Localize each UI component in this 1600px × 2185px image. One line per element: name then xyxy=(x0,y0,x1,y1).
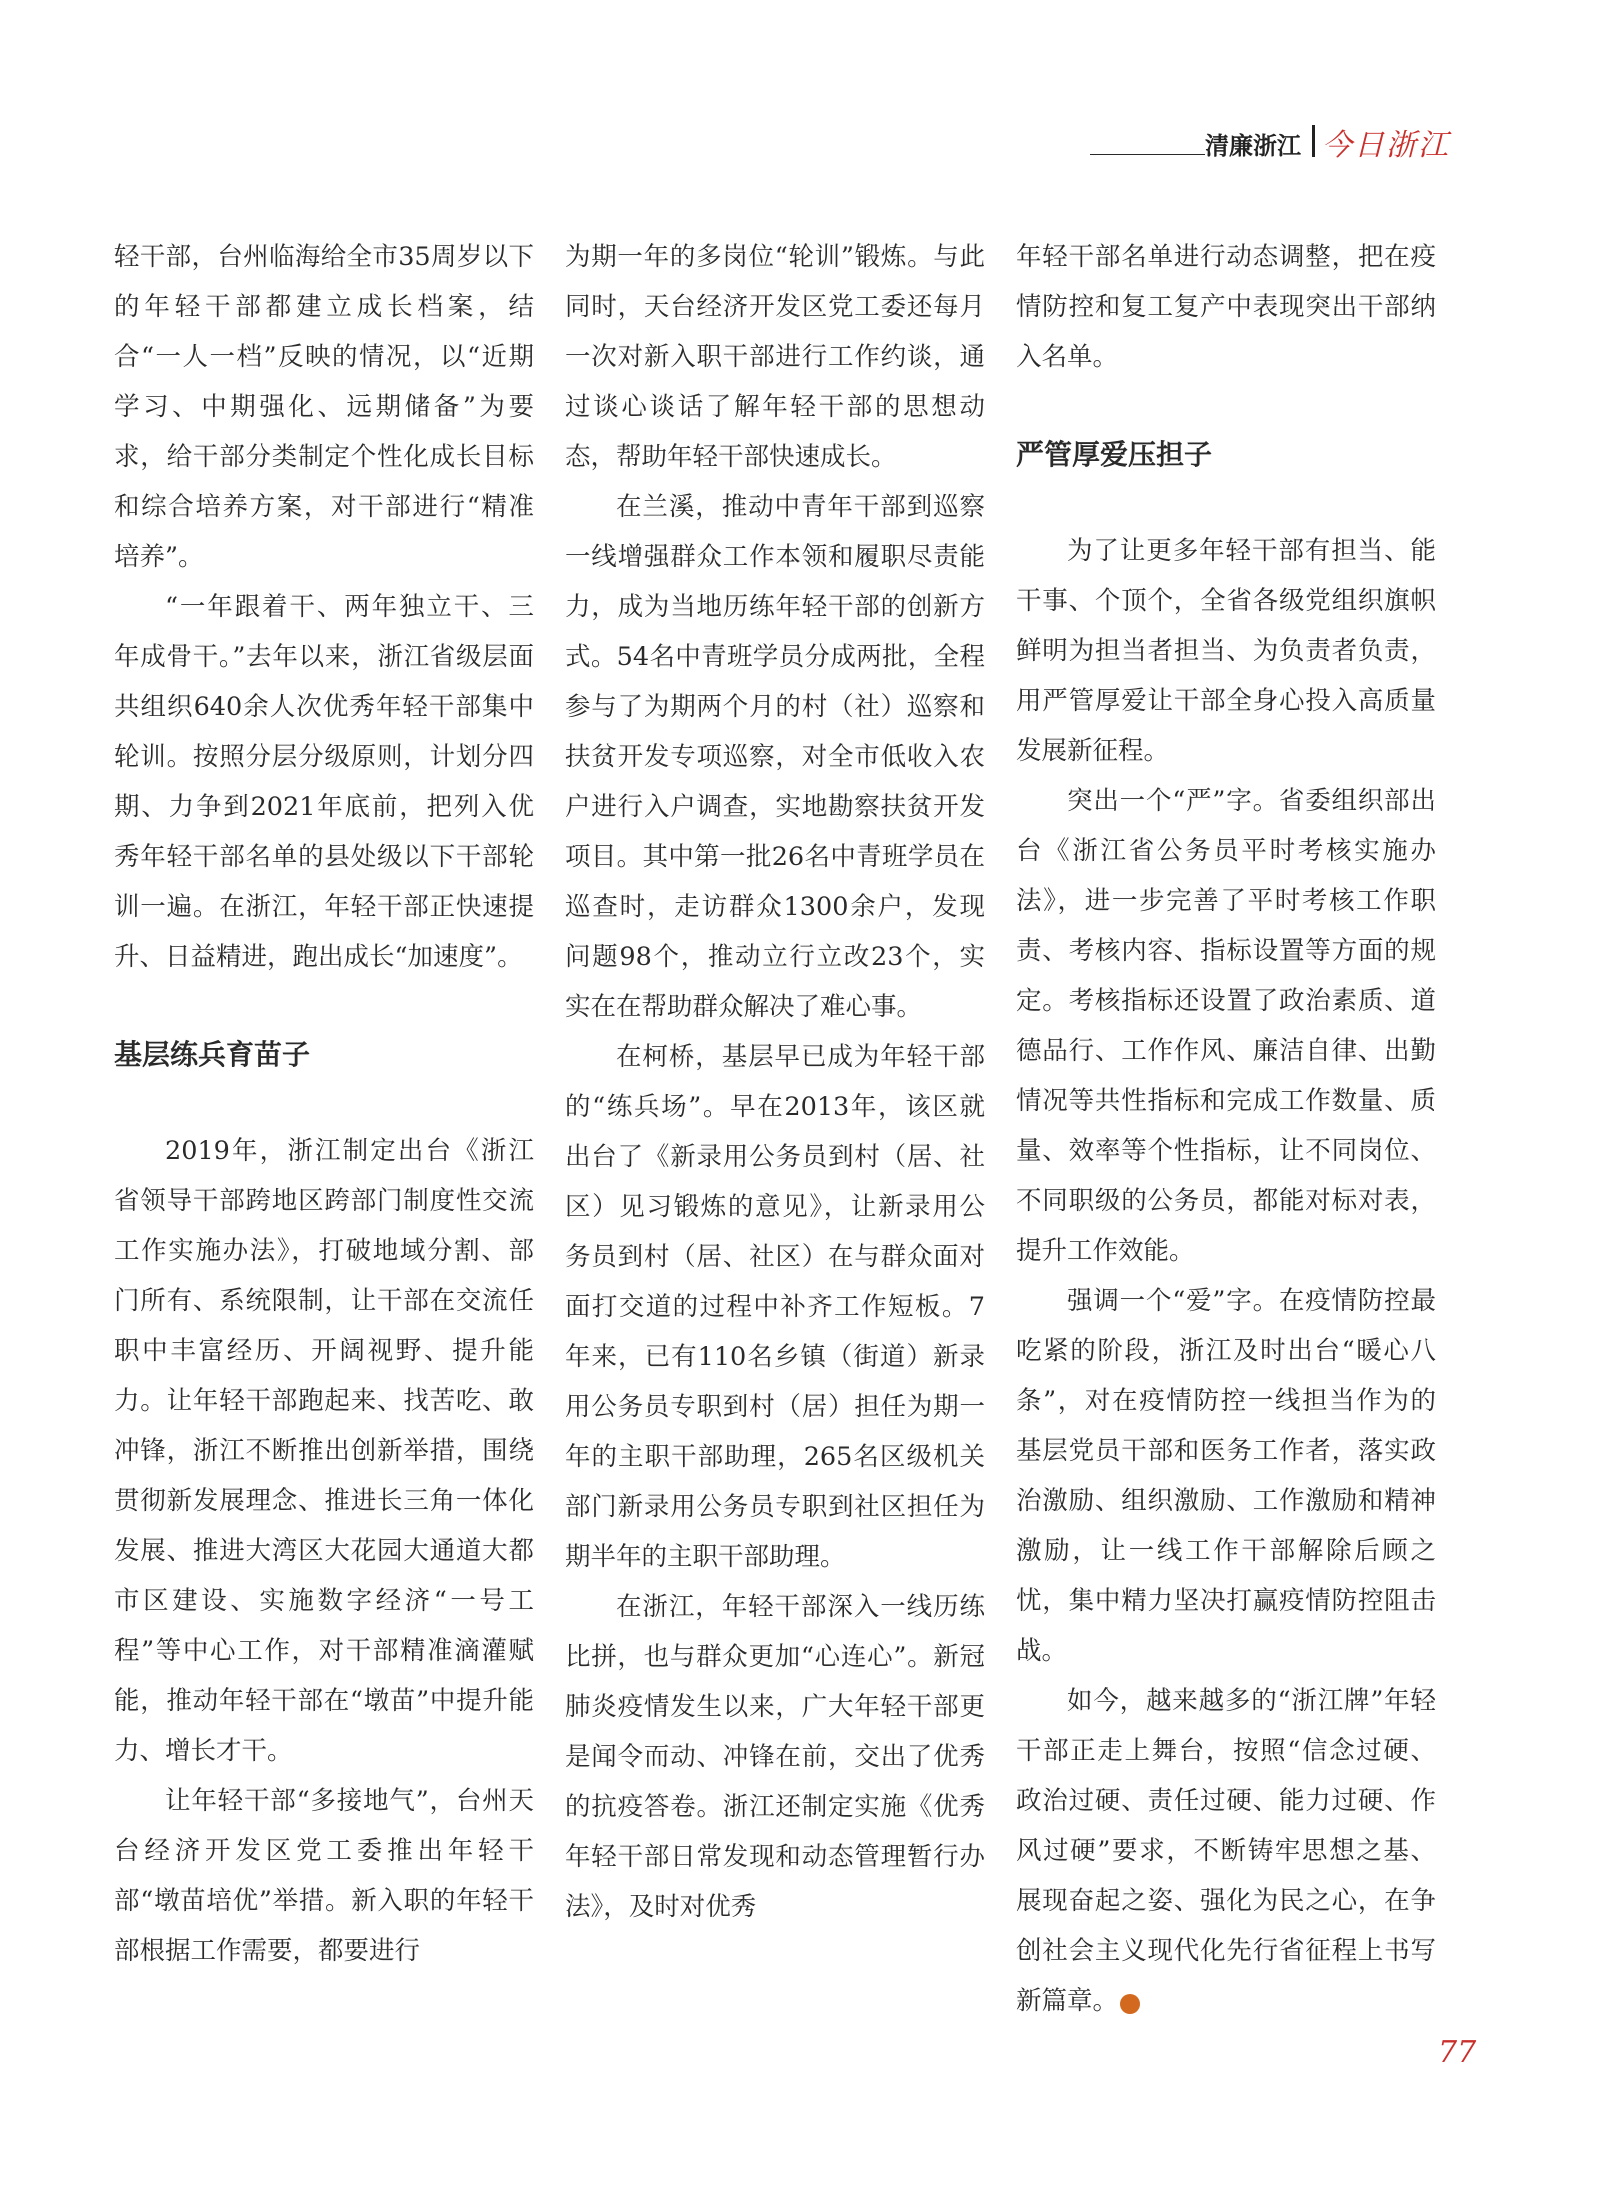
magazine-logo: 今日浙江 xyxy=(1322,128,1450,163)
header-rule xyxy=(1090,154,1205,155)
paragraph: 为期一年的多岗位“轮训”锻炼。与此同时，天台经济开发区党工委还每月一次对新入职干部进行工作约谈，通过谈心谈话了解年轻干部的思想动态，帮助年轻干部快速成长。 xyxy=(565,242,985,472)
paragraph: 在浙江，年轻干部深入一线历练比拼，也与群众更加“心连心”。新冠肺炎疫情发生以来，广大年轻干部更是闻令而动、冲锋在前，交出了优秀的抗疫答卷。浙江还制定实施《优秀年轻干部日常发现和动态管理暂行办法》，及时对优秀 xyxy=(565,1592,985,1922)
page-header xyxy=(1090,124,1450,164)
section-heading: 基层练兵育苗子 xyxy=(114,1038,311,1071)
paragraph: “一年跟着干、两年独立干、三年成骨干。”去年以来，浙江省级层面共组织640余人次优秀年轻干部集中轮训。按照分层分级原则，计划分四期、力争到2021年底前，把列入优秀年轻干部名单的县处级以下干部轮训一遍。在浙江，年轻干部正快速提升、日益精进，跑出成长“加速度”。 xyxy=(114,592,534,972)
paragraph: 突出一个“严”字。省委组织部出台《浙江省公务员平时考核实施办法》，进一步完善了平时考核工作职责、考核内容、指标设置等方面的规定。考核指标还设置了政治素质、道德品行、工作作风、廉洁自律、出勤情况等共性指标和完成工作数量、质量、效率等个性指标，让不同岗位、不同职级的公务员，都能对标对表，提升工作效能。 xyxy=(1016,786,1436,1266)
paragraph: 在兰溪，推动中青年干部到巡察一线增强群众工作本领和履职尽责能力，成为当地历练年轻干部的创新方式。54名中青班学员分成两批，全程参与了为期两个月的村（社）巡察和扶贫开发专项巡察，对全市低收入农户进行入户调查，实地勘察扶贫开发项目。其中第一批26名中青班学员在巡查时，走访群众1300余户，发现问题98个，推动立行立改23个，实实在在帮助群众解决了难心事。 xyxy=(565,492,985,1022)
end-mark-icon: 今 xyxy=(1120,1994,1140,2014)
column-3 xyxy=(1016,232,1436,2026)
paragraph xyxy=(1016,1676,1436,2026)
page-number: 77 xyxy=(1438,2035,1477,2070)
paragraph: 让年轻干部“多接地气”，台州天台经济开发区党工委推出年轻干部“墩苗培优”举措。新入职的年轻干部根据工作需要，都要进行 xyxy=(114,1786,534,1966)
header-divider xyxy=(1312,125,1315,157)
paragraph: 年轻干部名单进行动态调整，把在疫情防控和复工复产中表现突出干部纳入名单。 xyxy=(1016,242,1436,372)
paragraph: 为了让更多年轻干部有担当、能干事、个顶个，全省各级党组织旗帜鲜明为担当者担当、为负责者负责，用严管厚爱让干部全身心投入高质量发展新征程。 xyxy=(1016,536,1436,766)
section-label: 清廉浙江 xyxy=(1205,132,1301,160)
paragraph: 2019年，浙江制定出台《浙江省领导干部跨地区跨部门制度性交流工作实施办法》，打破地域分割、部门所有、系统限制，让干部在交流任职中丰富经历、开阔视野、提升能力。让年轻干部跑起来、找苦吃、敢冲锋，浙江不断推出创新举措，围绕贯彻新发展理念、推进长三角一体化发展、推进大湾区大花园大通道大都市区建设、实施数字经济“一号工程”等中心工作，对干部精准滴灌赋能，推动年轻干部在“墩苗”中提升能力、增长才干。 xyxy=(114,1136,534,1766)
column-1 xyxy=(114,232,534,1976)
paragraph: 强调一个“爱”字。在疫情防控最吃紧的阶段，浙江及时出台“暖心八条”，对在疫情防控一线担当作为的基层党员干部和医务工作者，落实政治激励、组织激励、工作激励和精神激励，让一线工作干部解除后顾之忧，集中精力坚决打赢疫情防控阻击战。 xyxy=(1016,1286,1436,1666)
column-2 xyxy=(565,232,985,1932)
paragraph: 在柯桥，基层早已成为年轻干部的“练兵场”。早在2013年，该区就出台了《新录用公务员到村（居、社区）见习锻炼的意见》，让新录用公务员到村（居、社区）在与群众面对面打交道的过程中补齐工作短板。7年来，已有110名乡镇（街道）新录用公务员专职到村（居）担任为期一年的主职干部助理，265名区级机关部门新录用公务员专职到社区担任为期半年的主职干部助理。 xyxy=(565,1042,985,1572)
paragraph-text: 如今，越来越多的“浙江牌”年轻干部正走上舞台，按照“信念过硬、政治过硬、责任过硬、能力过硬、作风过硬”要求，不断铸牢思想之基、展现奋起之姿、强化为民之心，在争创社会主义现代化先行省征程上书写新篇章。 xyxy=(1016,1686,1436,2016)
section-heading: 严管厚爱压担子 xyxy=(1016,438,1213,471)
paragraph: 轻干部，台州临海给全市35周岁以下的年轻干部都建立成长档案，结合“一人一档”反映的情况，以“近期学习、中期强化、远期储备”为要求，给干部分类制定个性化成长目标和综合培养方案，对干部进行“精准培养”。 xyxy=(114,242,534,572)
